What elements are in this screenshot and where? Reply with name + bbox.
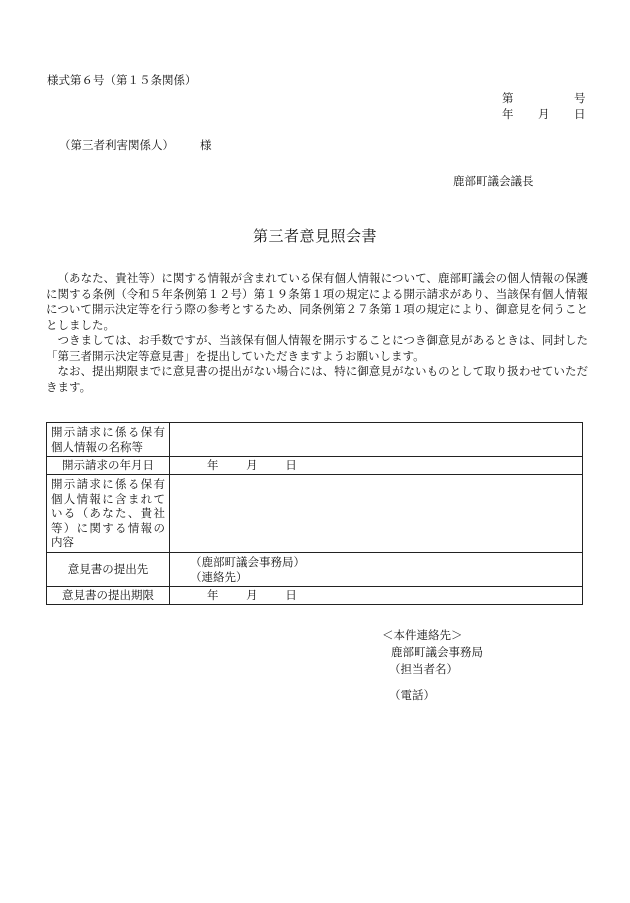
paragraph-1: （あなた、貴社等）に関する情報が含まれている保有個人情報について、鹿部町議会の個人情報の保護に関する条例（令和５年条例第１２号）第１９条第１項の規定による開示請求があり、当該保有個人情報について開示決定等を行う際の参考とするため、同条例第２７条第１項の規定により、御意見を伺うこととしました。 [46,271,588,332]
value-request-date [170,457,583,475]
date-day-label: 日 [574,107,586,121]
addressee-honorific: 様 [200,138,212,152]
request-date-day: 日 [285,458,297,473]
paragraph-3: なお、提出期限までに意見書の提出がない場合には、特に御意見がないものとして取り扱わせていただきます。 [46,364,588,394]
sender-name: 鹿部町議会議長 [453,174,534,188]
table-row [47,553,583,587]
date-year-label: 年 [502,107,514,121]
form-number: 様式第６号（第１５条関係） [47,73,197,87]
deadline-month: 月 [246,588,258,603]
label-submission-deadline: 意見書の提出期限 [47,587,170,605]
value-submission-deadline [170,587,583,605]
contact-person: （担当者名） [389,662,458,676]
document-title: 第三者意見照会書 [252,227,377,245]
deadline-year: 年 [207,588,219,603]
label-info-content: 開示請求に係る保有個人情報に含まれている（あなた、貴社等）に関する情報の内容 [47,475,170,553]
date-month-label: 月 [538,107,550,121]
label-personal-info-name: 開示請求に係る保有個人情報の名称等 [47,423,170,457]
contact-office: 鹿部町議会事務局 [391,645,483,659]
destination-contact: （連絡先） [190,569,248,584]
document-number-prefix: 第 [502,91,514,105]
deadline-day: 日 [285,588,297,603]
table-row [47,457,583,475]
body-text [46,271,588,395]
value-personal-info-name [170,423,583,457]
contact-heading: ＜本件連絡先＞ [382,628,463,642]
table-row [47,475,583,553]
contact-phone: （電話） [389,688,435,702]
paragraph-2: つきましては、お手数ですが、当該保有個人情報を開示することにつき御意見があるときは、同封した「第三者開示決定等意見書」を提出していただきますようお願いします。 [46,333,588,363]
request-date-year: 年 [207,458,219,473]
value-info-content [170,475,583,553]
request-date-month: 月 [246,458,258,473]
value-submission-destination [170,553,583,587]
contact-block [382,627,483,704]
table-row [47,423,583,457]
destination-office: （鹿部町議会事務局） [190,555,305,569]
document-number-suffix: 号 [574,91,586,105]
inquiry-table [46,422,583,605]
label-submission-destination: 意見書の提出先 [47,553,170,587]
table-row [47,587,583,605]
label-request-date: 開示請求の年月日 [47,457,170,475]
addressee-name: （第三者利害関係人） [59,138,174,152]
